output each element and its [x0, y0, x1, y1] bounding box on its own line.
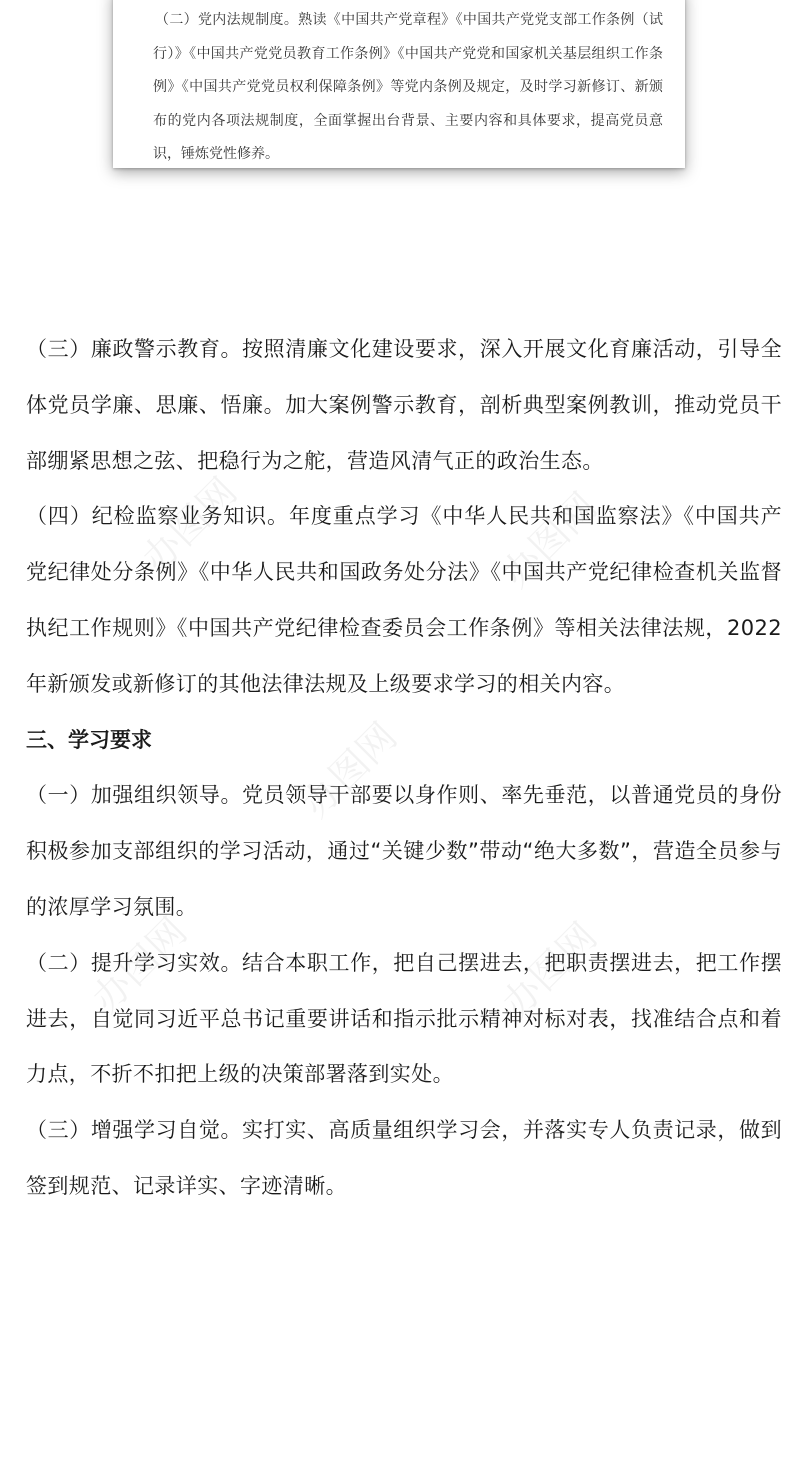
paragraph-organization-leadership: （一）加强组织领导。党员领导干部要以身作则、率先垂范，以普通党员的身份积极参加支部组织的学习活动，通过“关键少数”带动“绝大多数”，营造全员参与的浓厚学习氛围。 — [26, 783, 782, 919]
section-heading-study-requirements: 三、学习要求 — [26, 727, 152, 752]
paragraph-study-effectiveness: （二）提升学习实效。结合本职工作，把自己摆进去，把职责摆进去，把工作摆进去，自觉同习近平总书记重要讲话和指示批示精神对标对表，找准结合点和着力点，不折不扣把上级的决策部署落到实处。 — [26, 950, 782, 1087]
paragraph-discipline-knowledge: （四）纪检监察业务知识。年度重点学习《中华人民共和国监察法》《中国共产党纪律处分条例》《中华人民共和国政务处分法》《中国共产党纪律检查机关监督执纪工作规则》《中国共产党纪律检查委员会工作条例》等相关法律法规，2022 年新颁发或新修订的其他法律法规及上级要求学习的相关内容。 — [26, 504, 782, 696]
watermark: 办图网 — [293, 714, 406, 826]
card-paragraph: （二）党内法规制度。熟读《中国共产党章程》《中国共产党党支部工作条例（试行）》《中国共产党党员教育工作条例》《中国共产党党和国家机关基层组织工作条例》《中国共产党党员权利保障条例》等党内条例及规定，及时学习新修订、新颁布的党内各项法规制度，全面掌握出台背景、主要内容和具体要求，提高党员意识，锤炼党性修养。 — [153, 12, 663, 162]
paragraph-study-consciousness: （三）增强学习自觉。实打实、高质量组织学习会，并落实专人负责记录，做到签到规范、记录详实、字迹清晰。 — [26, 1118, 782, 1198]
document-preview-card — [113, 0, 685, 168]
watermark: 办图网 — [133, 469, 246, 581]
watermark: 办图网 — [493, 484, 606, 596]
paragraph-integrity-education: （三）廉政警示教育。按照清廉文化建设要求，深入开展文化育廉活动，引导全体党员学廉、思廉、悟廉。加大案例警示教育，剖析典型案例教训，推动党员干部绷紧思想之弦、把稳行为之舵，营造风清气正的政治生态。 — [26, 337, 782, 473]
watermark: 办图网 — [493, 914, 606, 1026]
watermark: 办图网 — [83, 909, 196, 1021]
document-body — [26, 322, 782, 1215]
